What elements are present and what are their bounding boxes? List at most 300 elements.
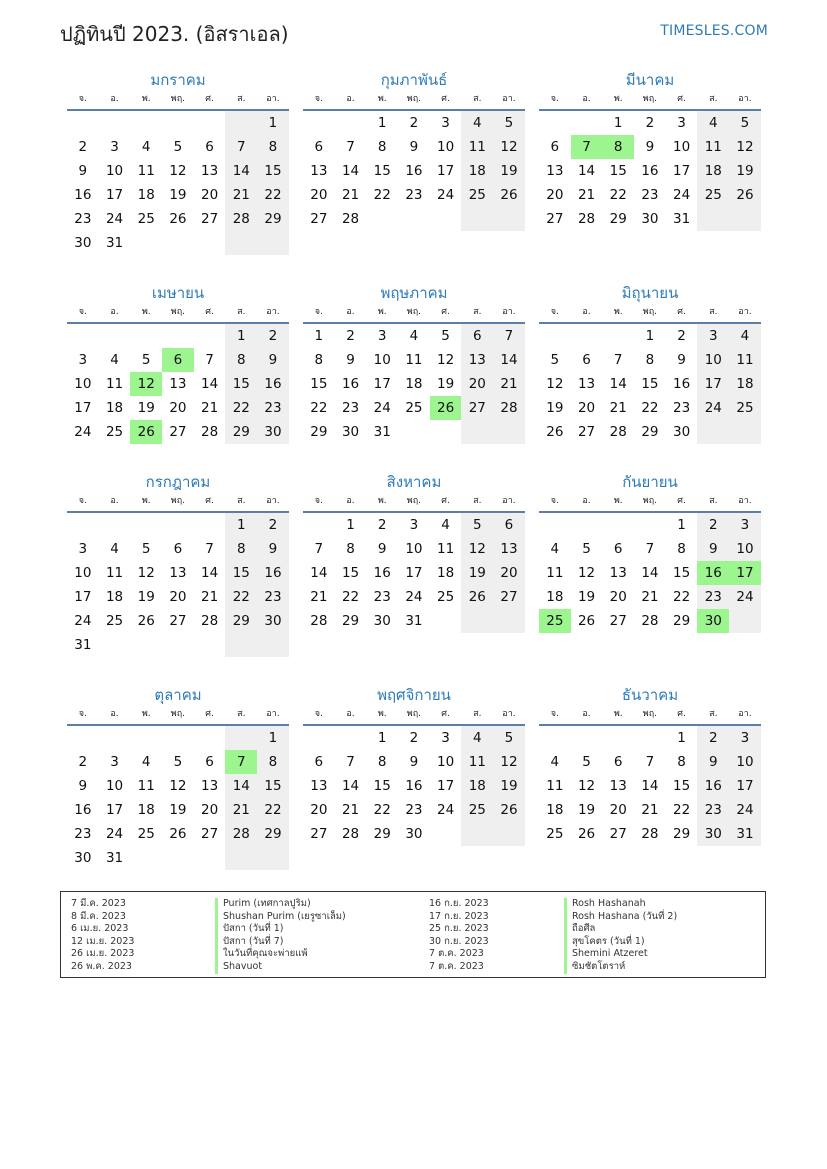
- month-block: [67, 685, 289, 870]
- weekday-label: อ.: [346, 307, 355, 317]
- day-cell: 13: [461, 348, 493, 372]
- day-cell: 28: [225, 822, 257, 846]
- day-cell: 5: [173, 139, 183, 155]
- weekday-label: จ.: [314, 709, 323, 719]
- legend-holiday-name: Rosh Hashanah: [564, 898, 677, 911]
- weekday-label: จ.: [550, 94, 559, 104]
- empty-day-cell: [303, 726, 335, 750]
- day-cell: 9: [78, 778, 88, 794]
- legend-date: 16 ก.ย. 2023: [429, 898, 489, 909]
- day-cell: 17: [729, 774, 761, 798]
- weekday-label: ส.: [709, 94, 718, 104]
- weekday-label: พฤ.: [406, 496, 422, 506]
- legend-holiday-name: Rosh Hashana (วันที่ 2): [564, 911, 677, 924]
- day-cell: 7: [314, 541, 324, 557]
- day-cell: 9: [677, 352, 686, 368]
- day-cell: 7: [346, 139, 355, 155]
- empty-day-cell: [430, 609, 462, 633]
- empty-day-cell: [571, 726, 603, 750]
- day-cell: 19: [437, 376, 455, 392]
- weekday-label: อ.: [346, 496, 355, 506]
- weekday-label: ส.: [473, 94, 482, 104]
- day-cell: 20: [609, 589, 627, 605]
- weekday-label: ศ.: [205, 94, 214, 104]
- day-cell: 8: [314, 352, 324, 368]
- empty-day-cell: [335, 726, 367, 750]
- day-cell: 4: [110, 352, 119, 368]
- weekday-label: อ.: [110, 709, 119, 719]
- day-cell: 1: [314, 328, 324, 344]
- day-cell: 9: [409, 754, 419, 770]
- day-cell: 17: [74, 400, 92, 416]
- empty-day-cell: [634, 726, 666, 750]
- day-cell: 15: [373, 778, 391, 794]
- weekday-header: [67, 90, 289, 111]
- day-cell: 22: [310, 400, 328, 416]
- day-cell: 18: [137, 187, 155, 203]
- day-cell: 28: [641, 826, 659, 842]
- weekday-header: [303, 303, 525, 324]
- day-cell: 29: [257, 822, 289, 846]
- weekday-label: ศ.: [441, 709, 450, 719]
- weekday-label: อ.: [582, 496, 591, 506]
- weekday-label: ส.: [473, 307, 482, 317]
- day-cell: 16: [673, 376, 691, 392]
- day-cell: 19: [137, 400, 155, 416]
- day-cell: 25: [405, 400, 423, 416]
- day-cell: 10: [105, 778, 124, 794]
- day-cell: 13: [609, 565, 627, 581]
- day-cell: 11: [405, 352, 423, 368]
- day-cell: 4: [110, 541, 119, 557]
- legend-date: 6 เม.ย. 2023: [71, 923, 129, 935]
- weekday-label: อา.: [738, 307, 752, 317]
- day-grid: [539, 513, 761, 633]
- day-grid: [303, 513, 525, 633]
- weekday-label: จ.: [78, 94, 87, 104]
- day-cell: 8: [645, 352, 655, 368]
- empty-day-cell: [225, 231, 257, 255]
- day-cell: 21: [310, 589, 328, 605]
- weekday-label: ส.: [237, 94, 246, 104]
- day-cell: 27: [201, 211, 219, 227]
- day-cell: 9: [409, 139, 419, 155]
- day-cell: 12: [546, 376, 564, 392]
- day-cell: 23: [257, 396, 289, 420]
- day-cell: 9: [257, 348, 289, 372]
- holiday-day-cell: 26: [430, 396, 462, 420]
- day-cell: 16: [257, 561, 289, 585]
- day-cell: 14: [641, 565, 659, 581]
- month-block: [539, 472, 761, 633]
- day-cell: 13: [546, 163, 564, 179]
- day-cell: 5: [582, 754, 591, 770]
- empty-day-cell: [162, 231, 194, 255]
- day-cell: 8: [225, 537, 257, 561]
- day-cell: 7: [645, 541, 655, 557]
- day-grid: [539, 726, 761, 846]
- brand-link[interactable]: TIMESLES.COM: [660, 23, 768, 39]
- day-cell: 3: [677, 115, 686, 131]
- day-cell: 15: [257, 159, 289, 183]
- empty-day-cell: [130, 726, 162, 750]
- weekday-label: ส.: [709, 496, 718, 506]
- weekday-label: อ.: [110, 307, 119, 317]
- weekday-label: จ.: [314, 307, 323, 317]
- day-cell: 24: [74, 424, 92, 440]
- day-cell: 11: [461, 750, 493, 774]
- day-cell: 3: [409, 517, 419, 533]
- day-cell: 23: [697, 798, 729, 822]
- weekday-header: [67, 492, 289, 513]
- day-cell: 2: [377, 517, 387, 533]
- weekday-header: [67, 705, 289, 726]
- month-name: ธันวาคม: [621, 686, 679, 704]
- weekday-label: ศ.: [441, 496, 450, 506]
- day-cell: 25: [137, 826, 155, 842]
- month-name: กรกฎาคม: [145, 473, 211, 491]
- day-cell: 12: [577, 565, 596, 581]
- weekday-label: อ.: [582, 709, 591, 719]
- empty-day-cell: [461, 207, 493, 231]
- day-cell: 3: [78, 541, 88, 557]
- day-cell: 29: [257, 207, 289, 231]
- day-cell: 16: [405, 163, 423, 179]
- day-cell: 23: [405, 187, 423, 203]
- day-cell: 9: [257, 537, 289, 561]
- weekday-label: อา.: [502, 496, 516, 506]
- empty-day-cell: [398, 207, 430, 231]
- empty-day-cell: [539, 513, 571, 537]
- day-cell: 1: [677, 730, 686, 746]
- day-cell: 13: [577, 376, 596, 392]
- day-cell: 11: [546, 565, 564, 581]
- day-cell: 26: [577, 613, 596, 629]
- day-cell: 17: [673, 163, 691, 179]
- day-cell: 5: [461, 513, 493, 537]
- legend-holiday-name: Shushan Purim (เยรูซาเล็ม): [215, 911, 346, 924]
- day-cell: 23: [74, 826, 92, 842]
- legend-holiday-name: Purim (เทศกาลปูริม): [215, 898, 346, 911]
- day-cell: 22: [225, 396, 257, 420]
- weekday-header: [539, 303, 761, 324]
- day-grid: [67, 324, 289, 444]
- day-cell: 22: [673, 802, 691, 818]
- day-cell: 1: [225, 324, 257, 348]
- day-cell: 20: [493, 561, 525, 585]
- day-cell: 20: [546, 187, 564, 203]
- weekday-label: พฤ.: [406, 709, 422, 719]
- day-cell: 7: [205, 541, 214, 557]
- empty-day-cell: [461, 822, 493, 846]
- day-cell: 25: [105, 424, 124, 440]
- month-name: เมษายน: [151, 284, 205, 302]
- legend-dates-right: [429, 898, 489, 974]
- weekday-label: จ.: [314, 496, 323, 506]
- day-cell: 24: [437, 802, 455, 818]
- day-cell: 12: [437, 352, 455, 368]
- day-cell: 2: [409, 730, 419, 746]
- day-cell: 2: [346, 328, 355, 344]
- day-cell: 18: [405, 376, 423, 392]
- empty-day-cell: [130, 231, 162, 255]
- day-grid: [303, 324, 525, 444]
- day-cell: 15: [225, 372, 257, 396]
- day-cell: 27: [201, 826, 219, 842]
- day-cell: 10: [673, 139, 691, 155]
- day-cell: 27: [310, 826, 328, 842]
- day-cell: 2: [697, 513, 729, 537]
- day-cell: 1: [257, 111, 289, 135]
- legend-dates-left: [71, 898, 134, 974]
- holiday-day-cell: 26: [130, 420, 162, 444]
- weekday-label: พฤ.: [406, 307, 422, 317]
- day-cell: 16: [74, 187, 92, 203]
- day-cell: 28: [341, 826, 360, 842]
- holiday-day-cell: 12: [130, 372, 162, 396]
- day-cell: 9: [78, 163, 88, 179]
- day-cell: 20: [169, 400, 187, 416]
- day-cell: 24: [673, 187, 691, 203]
- day-cell: 10: [405, 541, 423, 557]
- day-cell: 30: [373, 613, 391, 629]
- day-cell: 4: [550, 754, 560, 770]
- day-cell: 13: [169, 376, 187, 392]
- day-cell: 18: [729, 372, 761, 396]
- weekday-label: จ.: [550, 496, 559, 506]
- empty-day-cell: [493, 822, 525, 846]
- empty-day-cell: [194, 726, 226, 750]
- legend-date: 26 พ.ค. 2023: [71, 960, 132, 972]
- weekday-label: จ.: [78, 496, 87, 506]
- empty-day-cell: [430, 822, 462, 846]
- weekday-label: อา.: [738, 94, 752, 104]
- empty-day-cell: [225, 633, 257, 657]
- day-cell: 22: [673, 589, 691, 605]
- day-cell: 30: [341, 424, 360, 440]
- day-cell: 28: [641, 613, 659, 629]
- day-cell: 4: [441, 517, 450, 533]
- weekday-label: ศ.: [677, 307, 686, 317]
- day-grid: [539, 324, 761, 444]
- day-cell: 26: [169, 211, 187, 227]
- empty-day-cell: [257, 633, 289, 657]
- month-name: กันยายน: [622, 473, 678, 491]
- empty-day-cell: [162, 726, 194, 750]
- day-cell: 15: [341, 565, 360, 581]
- empty-day-cell: [194, 633, 226, 657]
- weekday-label: ศ.: [205, 496, 214, 506]
- day-cell: 28: [310, 613, 328, 629]
- day-cell: 4: [461, 111, 493, 135]
- day-cell: 21: [609, 400, 627, 416]
- day-cell: 26: [729, 183, 761, 207]
- holiday-legend: [60, 891, 766, 978]
- holiday-day-cell: 17: [729, 561, 761, 585]
- weekday-label: อา.: [266, 307, 280, 317]
- day-cell: 22: [373, 187, 391, 203]
- day-cell: 19: [169, 187, 187, 203]
- day-cell: 16: [257, 372, 289, 396]
- day-cell: 25: [437, 589, 455, 605]
- day-grid: [303, 726, 525, 846]
- day-cell: 13: [310, 163, 328, 179]
- empty-day-cell: [162, 633, 194, 657]
- weekday-header: [303, 90, 525, 111]
- empty-day-cell: [130, 846, 162, 870]
- day-cell: 23: [697, 585, 729, 609]
- day-cell: 12: [493, 135, 525, 159]
- day-cell: 4: [141, 139, 151, 155]
- page-title: ปฏิทินปี 2023. (อิสราเอล): [60, 22, 289, 46]
- day-cell: 23: [641, 187, 659, 203]
- weekday-header: [539, 492, 761, 513]
- empty-day-cell: [225, 846, 257, 870]
- day-cell: 22: [257, 798, 289, 822]
- day-cell: 15: [609, 163, 627, 179]
- day-cell: 12: [577, 778, 596, 794]
- month-block: [539, 685, 761, 846]
- day-cell: 21: [225, 183, 257, 207]
- day-cell: 17: [697, 372, 729, 396]
- weekday-label: อา.: [502, 94, 516, 104]
- day-cell: 16: [697, 774, 729, 798]
- weekday-label: พ.: [613, 709, 623, 719]
- day-cell: 19: [546, 400, 564, 416]
- day-cell: 15: [373, 163, 391, 179]
- day-cell: 27: [546, 211, 564, 227]
- day-cell: 11: [137, 163, 155, 179]
- day-cell: 19: [461, 561, 493, 585]
- day-cell: 18: [697, 159, 729, 183]
- weekday-label: อ.: [110, 496, 119, 506]
- day-cell: 26: [493, 183, 525, 207]
- empty-day-cell: [162, 513, 194, 537]
- day-cell: 6: [314, 139, 324, 155]
- day-cell: 21: [201, 589, 219, 605]
- day-cell: 26: [461, 585, 493, 609]
- day-cell: 28: [201, 424, 219, 440]
- day-cell: 10: [437, 754, 455, 770]
- weekday-label: พ.: [377, 307, 387, 317]
- legend-holiday-name: ปัสกา (วันที่ 7): [215, 936, 346, 949]
- day-cell: 7: [645, 754, 655, 770]
- weekday-label: อา.: [738, 709, 752, 719]
- weekday-label: พ.: [613, 307, 623, 317]
- empty-day-cell: [335, 111, 367, 135]
- empty-day-cell: [162, 111, 194, 135]
- empty-day-cell: [729, 609, 761, 633]
- day-cell: 9: [645, 139, 655, 155]
- day-cell: 8: [677, 754, 686, 770]
- empty-day-cell: [99, 111, 131, 135]
- day-cell: 28: [201, 613, 219, 629]
- day-cell: 3: [377, 328, 387, 344]
- day-cell: 1: [377, 115, 387, 131]
- day-cell: 6: [205, 139, 214, 155]
- day-cell: 3: [729, 726, 761, 750]
- day-cell: 5: [141, 352, 151, 368]
- month-block: [303, 685, 525, 846]
- day-cell: 1: [346, 517, 355, 533]
- day-cell: 13: [493, 537, 525, 561]
- legend-date: 7 ต.ค. 2023: [429, 948, 484, 960]
- day-cell: 4: [697, 111, 729, 135]
- weekday-label: พฤ.: [642, 496, 658, 506]
- weekday-label: พ.: [377, 94, 387, 104]
- day-cell: 28: [577, 211, 596, 227]
- day-cell: 9: [346, 352, 355, 368]
- weekday-label: ส.: [709, 709, 718, 719]
- day-cell: 17: [105, 802, 124, 818]
- day-cell: 26: [577, 826, 596, 842]
- day-cell: 20: [201, 187, 219, 203]
- day-grid: [67, 513, 289, 657]
- day-cell: 11: [461, 135, 493, 159]
- day-cell: 9: [697, 750, 729, 774]
- weekday-label: ส.: [473, 709, 482, 719]
- legend-holiday-name: ซิมชัตโตราห์: [564, 961, 677, 974]
- empty-day-cell: [225, 111, 257, 135]
- day-cell: 21: [225, 798, 257, 822]
- day-cell: 4: [409, 328, 419, 344]
- day-cell: 15: [257, 774, 289, 798]
- day-cell: 25: [461, 798, 493, 822]
- day-cell: 29: [310, 424, 328, 440]
- day-cell: 7: [225, 135, 257, 159]
- weekday-label: จ.: [314, 94, 323, 104]
- day-cell: 11: [105, 565, 124, 581]
- weekday-label: อา.: [266, 496, 280, 506]
- day-cell: 26: [493, 798, 525, 822]
- day-cell: 29: [673, 613, 691, 629]
- day-cell: 28: [225, 207, 257, 231]
- day-cell: 10: [697, 348, 729, 372]
- day-cell: 31: [105, 850, 124, 866]
- weekday-label: อ.: [582, 307, 591, 317]
- day-cell: 16: [341, 376, 360, 392]
- day-cell: 30: [697, 822, 729, 846]
- weekday-label: ส.: [473, 496, 482, 506]
- empty-day-cell: [194, 846, 226, 870]
- day-cell: 10: [373, 352, 391, 368]
- day-cell: 22: [609, 187, 627, 203]
- day-cell: 7: [493, 324, 525, 348]
- day-cell: 20: [201, 802, 219, 818]
- day-cell: 10: [729, 750, 761, 774]
- day-cell: 2: [677, 328, 686, 344]
- day-cell: 2: [257, 513, 289, 537]
- weekday-label: อา.: [502, 709, 516, 719]
- weekday-label: ศ.: [205, 709, 214, 719]
- day-cell: 31: [373, 424, 391, 440]
- day-cell: 14: [225, 159, 257, 183]
- day-cell: 31: [405, 613, 423, 629]
- weekday-label: พ.: [377, 496, 387, 506]
- day-cell: 27: [577, 424, 596, 440]
- empty-day-cell: [194, 324, 226, 348]
- weekday-label: จ.: [550, 709, 559, 719]
- day-cell: 8: [346, 541, 355, 557]
- day-cell: 22: [341, 589, 360, 605]
- month-block: [303, 283, 525, 444]
- weekday-label: พฤ.: [170, 94, 186, 104]
- empty-day-cell: [194, 111, 226, 135]
- day-cell: 3: [729, 513, 761, 537]
- weekday-label: พฤ.: [642, 94, 658, 104]
- empty-day-cell: [130, 324, 162, 348]
- weekday-label: ศ.: [677, 94, 686, 104]
